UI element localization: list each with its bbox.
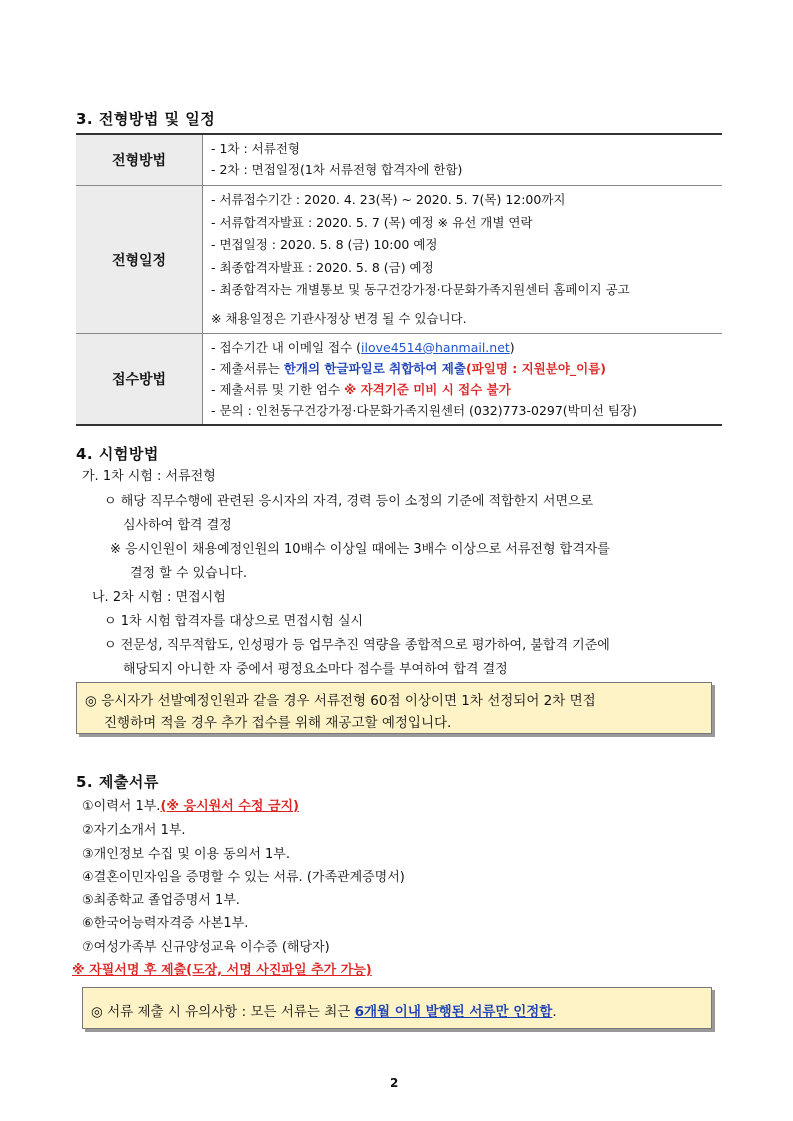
- table-line: - 1차 : 서류전형: [211, 141, 300, 156]
- exam-2-item-cont: 해당되지 아니한 자 중에서 평정요소마다 점수를 부여하여 합격 결정: [123, 662, 508, 677]
- schedule-table: [76, 133, 722, 426]
- exam-1-note-cont: 결정 할 수 있습니다.: [130, 566, 247, 581]
- document-item: ⑤최종학교 졸업증명서 1부.: [82, 893, 240, 908]
- notice-box-exam: [76, 682, 712, 734]
- table-line: ※ 채용일정은 기관사정상 변경 될 수 있습니다.: [211, 310, 467, 326]
- notice-line: [91, 1000, 557, 1020]
- table-line: - 최종합격자는 개별통보 및 동구건강가정·다문화가족지원센터 홈페이지 공고: [211, 282, 630, 297]
- table-line: - 2차 : 면접일정(1차 서류전형 합격자에 한함): [211, 162, 463, 177]
- document-item: ③개인정보 수집 및 이용 동의서 1부.: [82, 847, 290, 862]
- text-span: .: [552, 1004, 557, 1020]
- table-line: - 면접일정 : 2020. 5. 8 (금) 10:00 예정: [211, 237, 438, 252]
- document-item: ②자기소개서 1부.: [82, 823, 186, 838]
- table-row: [76, 334, 722, 426]
- document-item: ⑥한국어능력자격증 사본1부.: [82, 916, 249, 931]
- section-5-title: 5. 제출서류: [76, 773, 159, 791]
- notice-line: ◎ 응시자가 선발예정인원과 같을 경우 서류전형 60점 이상이면 1차 선정되어 2차 면접: [85, 693, 596, 709]
- row-body-submission: [203, 334, 723, 426]
- highlight-blue: 한개의 한글파일로 취합하여 제출: [283, 361, 466, 376]
- exam-2-item: ㅇ 전문성, 직무적합도, 인성평가 등 업무추진 역량을 종합적으로 평가하여, 불합격 기준에: [104, 638, 610, 653]
- table-line: - 최종합격자발표 : 2020. 5. 8 (금) 예정: [211, 259, 434, 275]
- row-head-method: 전형방법: [76, 134, 203, 186]
- table-line: - 문의 : 인천동구건강가정·다문화가족지원센터 (032)773-0297(박미선 팀장): [211, 403, 637, 418]
- page-number: 2: [390, 1076, 399, 1090]
- row-body-schedule: [203, 186, 723, 334]
- table-line: [211, 337, 722, 358]
- highlight-blue: 6개월 이내 발행된 서류만 인정함: [354, 1004, 553, 1020]
- exam-2-item: ㅇ 1차 시험 합격자를 대상으로 면접시험 실시: [104, 614, 364, 629]
- exam-2-title: 나. 2차 시험 : 면접시험: [92, 590, 226, 605]
- section-4-title: 4. 시험방법: [76, 445, 159, 463]
- highlight-red: ※ 자필서명 후 제출(도장, 서명 사진파일 추가 가능): [72, 963, 372, 978]
- row-head-submission: 접수방법: [76, 334, 203, 426]
- email-link[interactable]: ilove4514@hanmail.net: [361, 340, 510, 355]
- table-line: [211, 358, 722, 379]
- exam-1-title: 가. 1차 시험 : 서류전형: [82, 469, 216, 484]
- table-line: - 서류접수기간 : 2020. 4. 23(목) ~ 2020. 5. 7(목) 12:00까지: [211, 192, 566, 207]
- highlight-red: ※ 자격기준 미비 시 접수 불가: [344, 382, 511, 397]
- notice-line: 진행하며 적을 경우 추가 접수를 위해 재공고할 예정입니다.: [104, 715, 452, 731]
- signature-note: [72, 962, 372, 980]
- text-span: - 제출서류 및 기한 엄수: [211, 382, 345, 397]
- table-row: [76, 186, 722, 334]
- notice-box-documents: [82, 987, 712, 1029]
- table-row: [76, 134, 722, 186]
- text-span: ): [509, 340, 515, 355]
- table-line: - 서류합격자발표 : 2020. 5. 7 (목) 예정 ※ 유선 개별 연락: [211, 214, 533, 230]
- text-span: - 접수기간 내 이메일 접수 (: [211, 340, 362, 355]
- row-head-schedule: 전형일정: [76, 186, 203, 334]
- text-span: ◎ 서류 제출 시 유의사항 : 모든 서류는 최근: [91, 1004, 355, 1020]
- text-span: ①이력서 1부.: [82, 799, 161, 814]
- exam-1-note: ※ 응시인원이 채용예정인원의 10배수 이상일 때에는 3배수 이상으로 서류전형 합격자를: [110, 542, 610, 557]
- highlight-red: (파일명 : 지원분야_이름): [465, 361, 607, 376]
- document-item: ⑦여성가족부 신규양성교육 이수증 (해당자): [82, 940, 330, 955]
- row-body-method: [203, 134, 723, 186]
- exam-1-item: ㅇ 해당 직무수행에 관련된 응시자의 자격, 경력 등이 소정의 기준에 적합한지 서면으로: [104, 494, 594, 509]
- highlight-red: (※ 응시원서 수정 금지): [160, 799, 300, 814]
- exam-1-item-cont: 심사하여 합격 결정: [123, 518, 232, 533]
- section-3-title: 3. 전형방법 및 일정: [76, 110, 216, 128]
- document-item: [82, 798, 299, 816]
- text-span: - 제출서류는: [211, 361, 284, 376]
- table-line: [211, 379, 722, 400]
- document-item: ④결혼이민자임을 증명할 수 있는 서류. (가족관계증명서): [82, 870, 405, 885]
